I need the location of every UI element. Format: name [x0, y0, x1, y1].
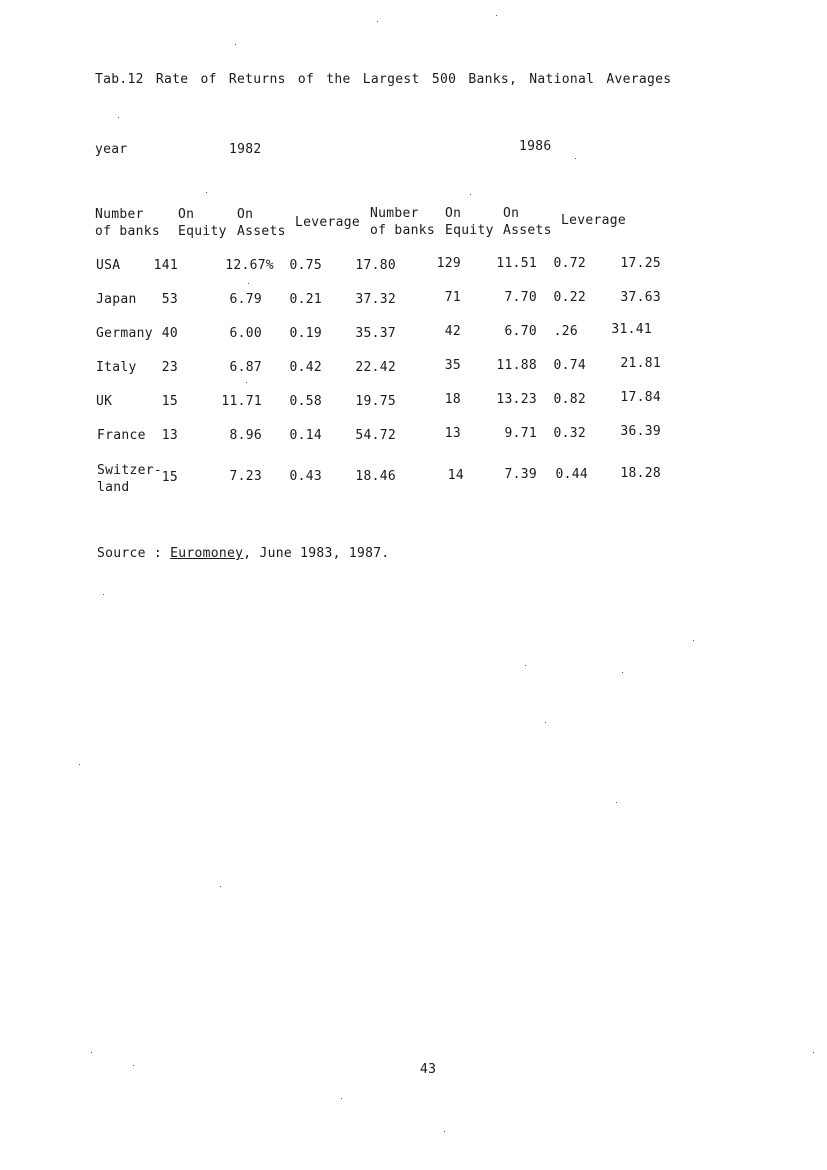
header-leverage-1986: Leverage [561, 213, 627, 228]
table-row-country: Germany [96, 326, 153, 341]
cell-assets-1986: 0.74 [553, 358, 586, 373]
cell-assets-1986: 0.72 [553, 256, 586, 271]
scan-speck [622, 672, 623, 673]
cell-number-1986: 129 [436, 256, 461, 271]
year-label: year [95, 142, 128, 157]
scan-speck [377, 21, 378, 22]
header-on-equity-1986: On Equity [445, 206, 494, 238]
cell-number-1986: 14 [447, 468, 464, 483]
cell-leverage-1982: 22.42 [355, 360, 396, 375]
cell-equity-1982: 6.79 [229, 292, 262, 307]
cell-equity-1982: 7.23 [229, 469, 262, 484]
cell-assets-1986: 0.82 [553, 392, 586, 407]
cell-number-1982: 13 [161, 428, 178, 443]
scan-speck [103, 594, 104, 595]
cell-leverage-1986: 21.81 [620, 356, 661, 371]
page-number: 43 [420, 1062, 437, 1077]
cell-equity-1986: 7.39 [504, 467, 537, 482]
scan-speck [470, 194, 471, 195]
header-number-of-banks-1982: Number of banks [95, 207, 161, 239]
header-on-assets-1986: On Assets [503, 206, 552, 238]
scan-speck [220, 886, 221, 887]
header-leverage-1982: Leverage [295, 215, 361, 230]
cell-number-1982: 53 [161, 292, 178, 307]
cell-equity-1986: 7.70 [504, 290, 537, 305]
scan-speck [91, 1052, 92, 1053]
scan-speck [235, 44, 236, 45]
cell-equity-1982: 6.00 [229, 326, 262, 341]
cell-assets-1982: 0.14 [289, 428, 322, 443]
cell-leverage-1986: 37.63 [620, 290, 661, 305]
scan-speck [133, 1065, 134, 1066]
source-journal: Euromoney [170, 546, 244, 561]
cell-number-1982: 141 [153, 258, 178, 273]
cell-assets-1986: 0.44 [555, 467, 588, 482]
scan-speck [545, 722, 546, 723]
table-row-country: USA [96, 258, 121, 273]
cell-leverage-1982: 17.80 [355, 258, 396, 273]
cell-number-1982: 40 [161, 326, 178, 341]
header-on-assets-1982: On Assets [237, 207, 286, 239]
cell-leverage-1982: 54.72 [355, 428, 396, 443]
cell-leverage-1982: 35.37 [355, 326, 396, 341]
cell-leverage-1982: 37.32 [355, 292, 396, 307]
cell-leverage-1986: 17.84 [620, 390, 661, 405]
cell-assets-1982: 0.58 [289, 394, 322, 409]
cell-equity-1982: 6.87 [229, 360, 262, 375]
scan-speck [206, 192, 207, 193]
table-row-country: Switzer- land [97, 463, 163, 495]
source-note: Source : Euromoney, June 1983, 1987. [97, 546, 390, 561]
cell-number-1986: 42 [444, 324, 461, 339]
scan-speck [693, 640, 694, 641]
scan-speck [525, 665, 526, 666]
scan-speck [575, 158, 576, 159]
cell-assets-1986: 0.22 [553, 290, 586, 305]
cell-leverage-1986: 18.28 [620, 466, 661, 481]
cell-equity-1986: 13.23 [496, 392, 537, 407]
table-row-country: France [97, 428, 146, 443]
cell-number-1982: 23 [161, 360, 178, 375]
cell-number-1982: 15 [161, 394, 178, 409]
cell-equity-1986: 11.88 [496, 358, 537, 373]
scan-speck [616, 802, 617, 803]
cell-equity-1986: 11.51 [496, 256, 537, 271]
cell-number-1986: 13 [444, 426, 461, 441]
cell-assets-1982: 0.43 [289, 469, 322, 484]
table-row-country: Japan [96, 292, 137, 307]
cell-assets-1986: .26 [553, 324, 578, 339]
table-row-country: Italy [96, 360, 137, 375]
scan-speck [118, 117, 119, 118]
cell-assets-1982: 0.21 [289, 292, 322, 307]
cell-assets-1982: 0.19 [289, 326, 322, 341]
cell-leverage-1986: 31.41 [611, 322, 652, 337]
year-1982: 1982 [229, 142, 262, 157]
cell-equity-1986: 6.70 [504, 324, 537, 339]
scan-speck [248, 283, 249, 284]
year-1986: 1986 [519, 139, 552, 154]
cell-leverage-1982: 18.46 [355, 469, 396, 484]
cell-leverage-1986: 17.25 [620, 256, 661, 271]
table-title: Tab.12 Rate of Returns of the Largest 500 Banks, National Averages [95, 72, 672, 87]
table-row-country: UK [96, 394, 113, 409]
cell-number-1982: 15 [161, 470, 178, 485]
scan-speck [444, 1131, 445, 1132]
scan-speck [813, 1052, 814, 1053]
cell-number-1986: 18 [444, 392, 461, 407]
scan-speck [496, 15, 497, 16]
cell-assets-1982: 0.75 [289, 258, 322, 273]
scan-speck [79, 764, 80, 765]
header-number-of-banks-1986: Number of banks [370, 206, 436, 238]
cell-number-1986: 71 [444, 290, 461, 305]
scan-speck [246, 382, 247, 383]
scan-speck [341, 1098, 342, 1099]
cell-equity-1986: 9.71 [504, 426, 537, 441]
cell-equity-1982: 12.67% [225, 258, 274, 273]
cell-assets-1986: 0.32 [553, 426, 586, 441]
cell-assets-1982: 0.42 [289, 360, 322, 375]
cell-leverage-1986: 36.39 [620, 424, 661, 439]
cell-equity-1982: 8.96 [229, 428, 262, 443]
cell-number-1986: 35 [444, 358, 461, 373]
cell-equity-1982: 11.71 [221, 394, 262, 409]
cell-leverage-1982: 19.75 [355, 394, 396, 409]
header-on-equity-1982: On Equity [178, 207, 227, 239]
